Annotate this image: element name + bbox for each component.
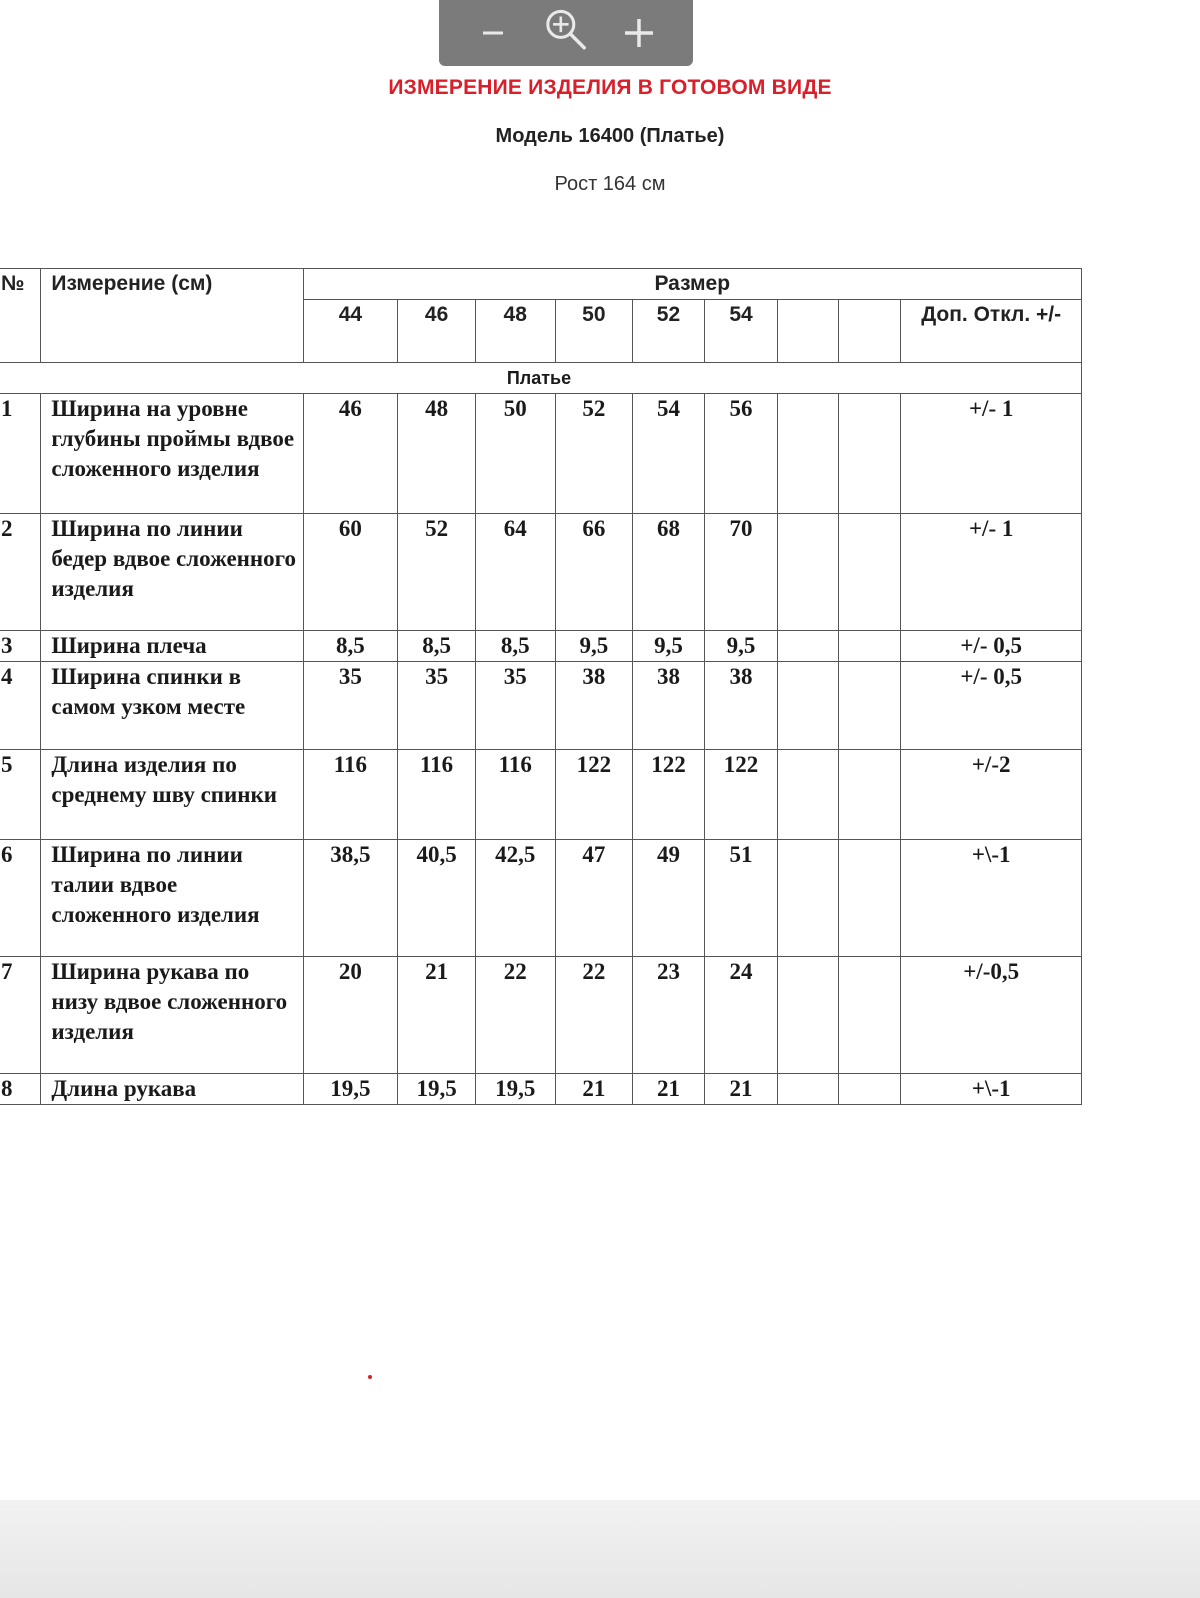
section-row (0, 363, 1082, 394)
row-number: 8 (0, 1074, 41, 1105)
size-value: 23 (633, 957, 705, 1074)
tolerance-value: +/-0,5 (901, 957, 1082, 1074)
height-label: Рост 164 см (554, 173, 666, 195)
measurement-table (0, 268, 1082, 1105)
plus-icon (621, 15, 657, 51)
size-value (778, 662, 838, 750)
tolerance-value: +/- 1 (901, 394, 1082, 514)
size-value (838, 957, 901, 1074)
size-value: 52 (398, 514, 476, 631)
row-number: 2 (0, 514, 41, 631)
size-value (838, 662, 901, 750)
size-value (838, 394, 901, 514)
size-header: 48 (475, 300, 555, 363)
table-row (0, 514, 1082, 631)
tolerance-value: +\-1 (901, 1074, 1082, 1105)
col-measure-header: Измерение (см) (41, 269, 303, 363)
size-value: 56 (704, 394, 778, 514)
table-row (0, 957, 1082, 1074)
tolerance-header: Доп. Откл. +/- (901, 300, 1082, 363)
zoom-toolbar (439, 0, 693, 66)
size-header: 46 (398, 300, 476, 363)
zoom-in-button[interactable] (613, 7, 665, 59)
size-value: 35 (303, 662, 398, 750)
measurement-name: Ширина по линии талии вдвое сложенного изделия (41, 840, 303, 957)
col-size-header: Размер (303, 269, 1082, 300)
size-value: 38 (555, 662, 633, 750)
size-value: 46 (303, 394, 398, 514)
size-value: 48 (398, 394, 476, 514)
magnifier-plus-icon (540, 3, 592, 63)
minus-icon (478, 18, 508, 48)
zoom-fit-button[interactable] (540, 7, 592, 59)
size-value: 22 (555, 957, 633, 1074)
size-value: 54 (633, 394, 705, 514)
size-value (778, 840, 838, 957)
size-value (778, 394, 838, 514)
size-value: 9,5 (704, 631, 778, 662)
size-value: 47 (555, 840, 633, 957)
size-value: 60 (303, 514, 398, 631)
tolerance-value: +/- 0,5 (901, 662, 1082, 750)
size-value: 19,5 (475, 1074, 555, 1105)
size-value: 19,5 (398, 1074, 476, 1105)
tolerance-value: +/- 0,5 (901, 631, 1082, 662)
size-value (838, 631, 901, 662)
size-value: 22 (475, 957, 555, 1074)
size-value: 68 (633, 514, 705, 631)
size-value: 38 (633, 662, 705, 750)
size-value: 49 (633, 840, 705, 957)
table-row (0, 662, 1082, 750)
size-header: 44 (303, 300, 398, 363)
tolerance-value: +/- 1 (901, 514, 1082, 631)
measurement-name: Длина изделия по среднему шву спинки (41, 750, 303, 840)
tolerance-value: +/-2 (901, 750, 1082, 840)
size-value: 19,5 (303, 1074, 398, 1105)
header-row (0, 269, 1082, 300)
size-value: 35 (475, 662, 555, 750)
size-value: 116 (398, 750, 476, 840)
size-value: 9,5 (633, 631, 705, 662)
size-value: 42,5 (475, 840, 555, 957)
size-value: 9,5 (555, 631, 633, 662)
size-value: 21 (633, 1074, 705, 1105)
measurement-name: Ширина спинки в самом узком месте (41, 662, 303, 750)
size-value: 122 (704, 750, 778, 840)
zoom-out-button[interactable] (467, 7, 519, 59)
table-row (0, 1074, 1082, 1105)
size-value: 122 (555, 750, 633, 840)
size-header (778, 300, 838, 363)
size-value: 24 (704, 957, 778, 1074)
size-value: 116 (303, 750, 398, 840)
table-row (0, 840, 1082, 957)
size-value: 35 (398, 662, 476, 750)
row-number: 1 (0, 394, 41, 514)
size-value (778, 631, 838, 662)
size-value (778, 1074, 838, 1105)
bottom-bar (0, 1500, 1200, 1598)
size-value (778, 514, 838, 631)
size-value (778, 957, 838, 1074)
size-value (838, 750, 901, 840)
table-row (0, 394, 1082, 514)
size-value: 21 (555, 1074, 633, 1105)
size-header: 54 (704, 300, 778, 363)
size-value (838, 514, 901, 631)
size-value: 122 (633, 750, 705, 840)
size-value (838, 1074, 901, 1105)
size-header: 50 (555, 300, 633, 363)
measurement-name: Ширина на уровне глубины проймы вдвое сложенного изделия (41, 394, 303, 514)
size-value: 51 (704, 840, 778, 957)
measurement-name: Ширина рукава по низу вдвое сложенного изделия (41, 957, 303, 1074)
size-header (838, 300, 901, 363)
size-value: 52 (555, 394, 633, 514)
size-value: 40,5 (398, 840, 476, 957)
size-value (838, 840, 901, 957)
row-number: 7 (0, 957, 41, 1074)
size-value: 50 (475, 394, 555, 514)
col-number-header: № (0, 269, 41, 363)
measurement-name: Ширина плеча (41, 631, 303, 662)
size-value: 21 (704, 1074, 778, 1105)
size-value: 8,5 (475, 631, 555, 662)
size-value: 38 (704, 662, 778, 750)
table-row (0, 631, 1082, 662)
table-row (0, 750, 1082, 840)
size-value: 64 (475, 514, 555, 631)
tolerance-value: +\-1 (901, 840, 1082, 957)
row-number: 4 (0, 662, 41, 750)
size-value: 116 (475, 750, 555, 840)
size-value: 8,5 (398, 631, 476, 662)
model-label: Модель 16400 (Платье) (495, 125, 725, 147)
size-header: 52 (633, 300, 705, 363)
row-number: 5 (0, 750, 41, 840)
size-value: 20 (303, 957, 398, 1074)
size-value: 70 (704, 514, 778, 631)
row-number: 3 (0, 631, 41, 662)
red-dot (368, 1375, 372, 1379)
size-value: 21 (398, 957, 476, 1074)
size-value: 8,5 (303, 631, 398, 662)
document-title: ИЗМЕРЕНИЕ ИЗДЕЛИЯ В ГОТОВОМ ВИДЕ (388, 76, 832, 99)
size-value (778, 750, 838, 840)
size-value: 38,5 (303, 840, 398, 957)
section-label: Платье (0, 363, 1082, 394)
measurement-name: Длина рукава (41, 1074, 303, 1105)
measurement-name: Ширина по линии бедер вдвое сложенного изделия (41, 514, 303, 631)
row-number: 6 (0, 840, 41, 957)
size-value: 66 (555, 514, 633, 631)
